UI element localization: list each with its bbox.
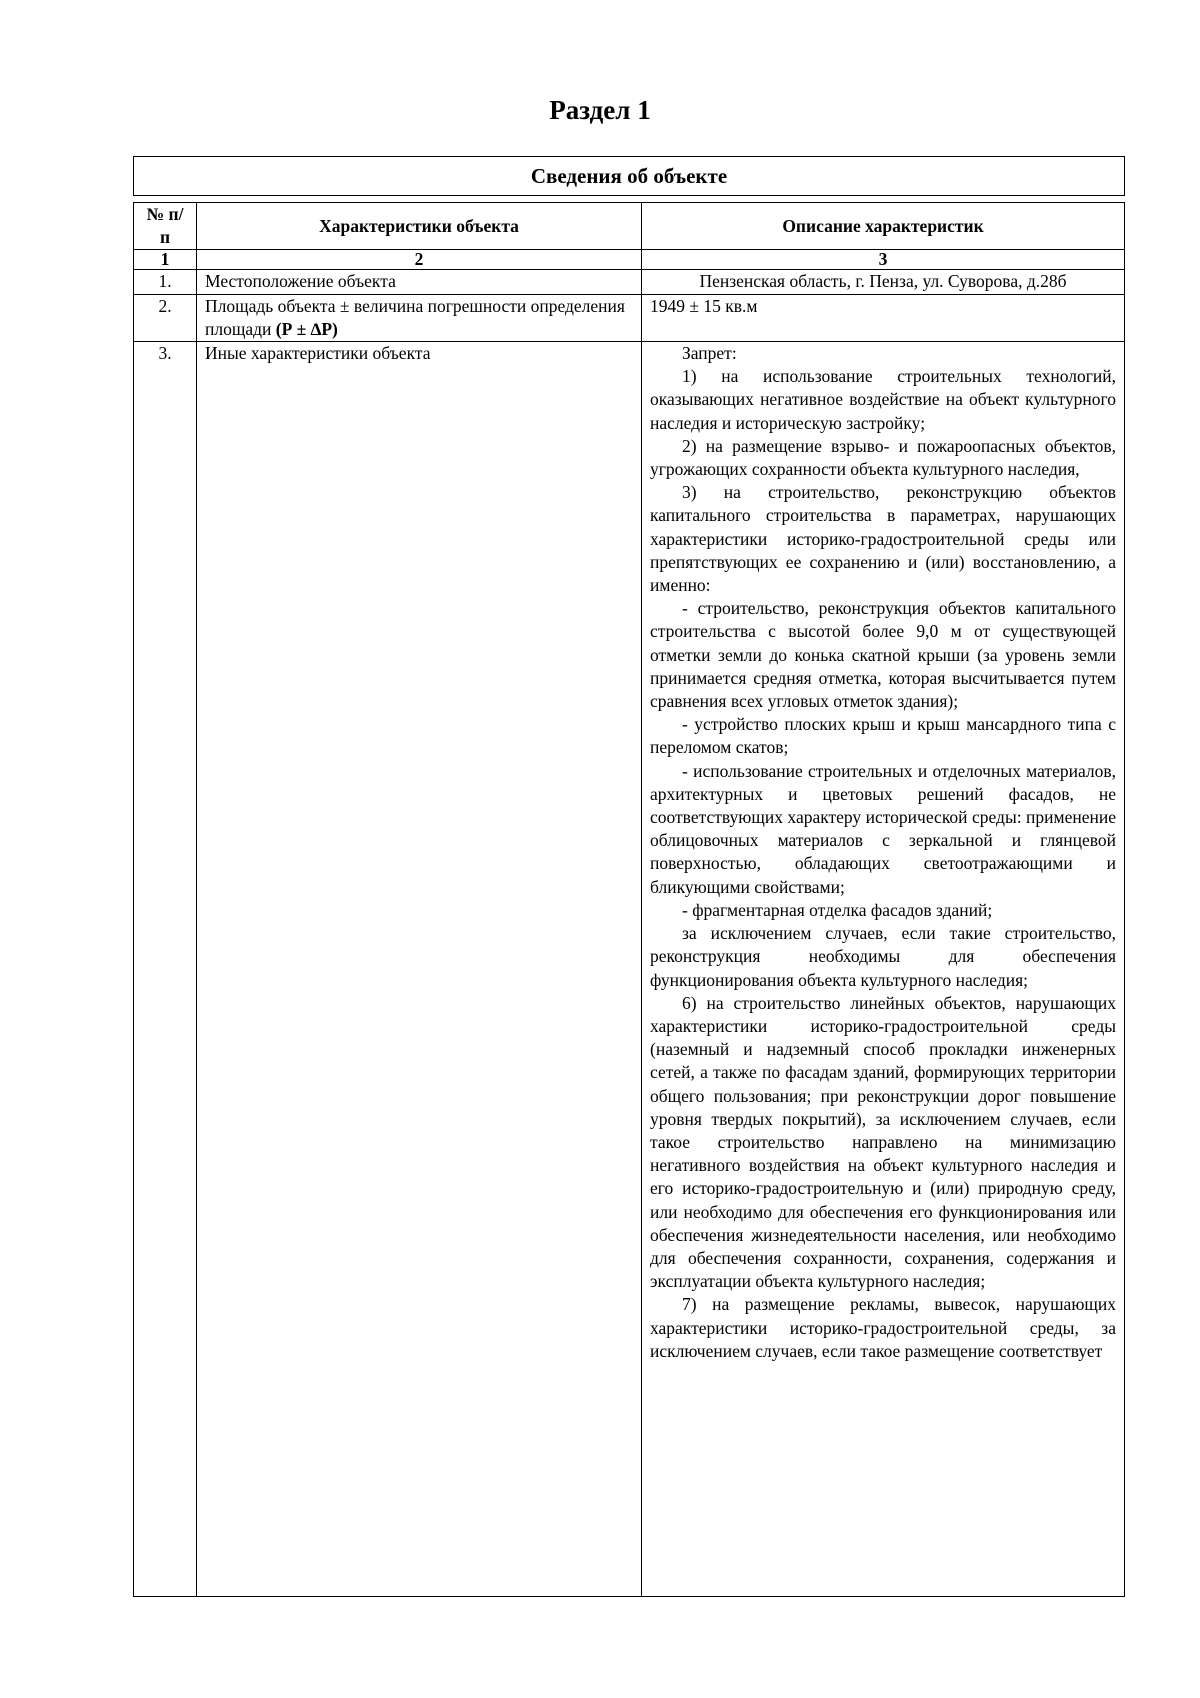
restriction-paragraph: 1) на использование строительных технологий, оказывающих негативное воздействие на объект культурного наследия и историческую застройку; bbox=[650, 366, 1116, 433]
header-number: № п/п bbox=[134, 203, 197, 250]
restriction-paragraph: - использование строительных и отделочных материалов, архитектурных и цветовых решений фасадов, не соответствующих характеру исторической среды: применение облицовочных материалов с зеркальной и глянцевой поверхностью, обладающих светоотражающими и бликующими свойствами; bbox=[650, 760, 1116, 897]
restriction-paragraph: за исключением случаев, если такие строительство, реконструкция необходимы для обеспечения функционирования объекта культурного наследия; bbox=[650, 923, 1116, 990]
header-description: Описание характеристик bbox=[642, 203, 1125, 250]
restriction-paragraph: 6) на строительство линейных объектов, нарушающих характеристики историко-градостроительной среды (наземный и надземный способ прокладки инженерных сетей, а также по фасадам зданий, формирующих территории общего пользования; при реконструкции дорог повышение уровня твердых покрытий), за исключением случаев, если такое строительство направлено на минимизацию негативного воздействия на объект культурного наследия и его историко-градостроительную и (или) природную среду, или необходимо для обеспечения его функционирования или обеспечения жизнедеятельности населения, или необходимо для обеспечения сохранности, сохранения, содержания и эксплуатации объекта культурного наследия; bbox=[650, 992, 1116, 1292]
section-title: Сведения об объекте bbox=[530, 164, 728, 188]
restriction-paragraph: - строительство, реконструкция объектов капитального строительства с высотой более 9,0 м от существующей отметки земли до конька скатной крыши (за уровень земли принимается средняя отметка, которая высчитывается путем сравнения всех угловых отметок здания); bbox=[650, 598, 1116, 712]
table-row bbox=[134, 294, 1125, 341]
restriction-paragraph: - фрагментарная отделка фасадов зданий; bbox=[682, 899, 993, 920]
table-row bbox=[134, 270, 1125, 294]
row-description: 1949 ± 15 кв.м bbox=[642, 294, 1125, 341]
column-number-1: 1 bbox=[134, 250, 197, 270]
row-number: 2. bbox=[134, 294, 197, 341]
restriction-paragraph: 3) на строительство, реконструкцию объектов капитального строительства в параметрах, нарушающих характеристики историко-градостроительной среды или препятствующих ее сохранению и (или) восстановлению, а именно: bbox=[650, 482, 1116, 596]
row-number: 3. bbox=[134, 342, 197, 1597]
area-formula: (Р ± ∆Р) bbox=[275, 318, 338, 339]
column-number-2: 2 bbox=[197, 250, 642, 270]
header-characteristic: Характеристики объекта bbox=[197, 203, 642, 250]
row-characteristic bbox=[197, 294, 642, 341]
area-label-text: Площадь объекта ± величина погрешности определения площади bbox=[205, 295, 625, 339]
row-characteristic: Иные характеристики объекта bbox=[197, 342, 642, 1597]
row-description bbox=[642, 342, 1125, 1597]
header-row bbox=[134, 203, 1125, 250]
page-title: Раздел 1 bbox=[549, 95, 651, 125]
restriction-paragraph: 7) на размещение рекламы, вывесок, нарушающих характеристики историко-градостроительной среды, за исключением случаев, если такое размещение соответствует bbox=[650, 1294, 1116, 1361]
table-row bbox=[134, 342, 1125, 1597]
restriction-paragraph: - устройство плоских крыш и крыш мансардного типа с переломом скатов; bbox=[650, 714, 1116, 758]
row-description: Пензенская область, г. Пенза, ул. Суворова, д.28б bbox=[642, 270, 1125, 294]
row-characteristic: Местоположение объекта bbox=[197, 270, 642, 294]
object-info-table bbox=[133, 202, 1125, 1597]
restriction-paragraph: 2) на размещение взрыво- и пожароопасных объектов, угрожающих сохранности объекта культурного наследия, bbox=[650, 435, 1116, 480]
section-header-box bbox=[133, 156, 1125, 196]
column-number-row bbox=[134, 250, 1125, 270]
restriction-paragraph: Запрет: bbox=[682, 343, 737, 364]
column-number-3: 3 bbox=[642, 250, 1125, 270]
row-number: 1. bbox=[134, 270, 197, 294]
